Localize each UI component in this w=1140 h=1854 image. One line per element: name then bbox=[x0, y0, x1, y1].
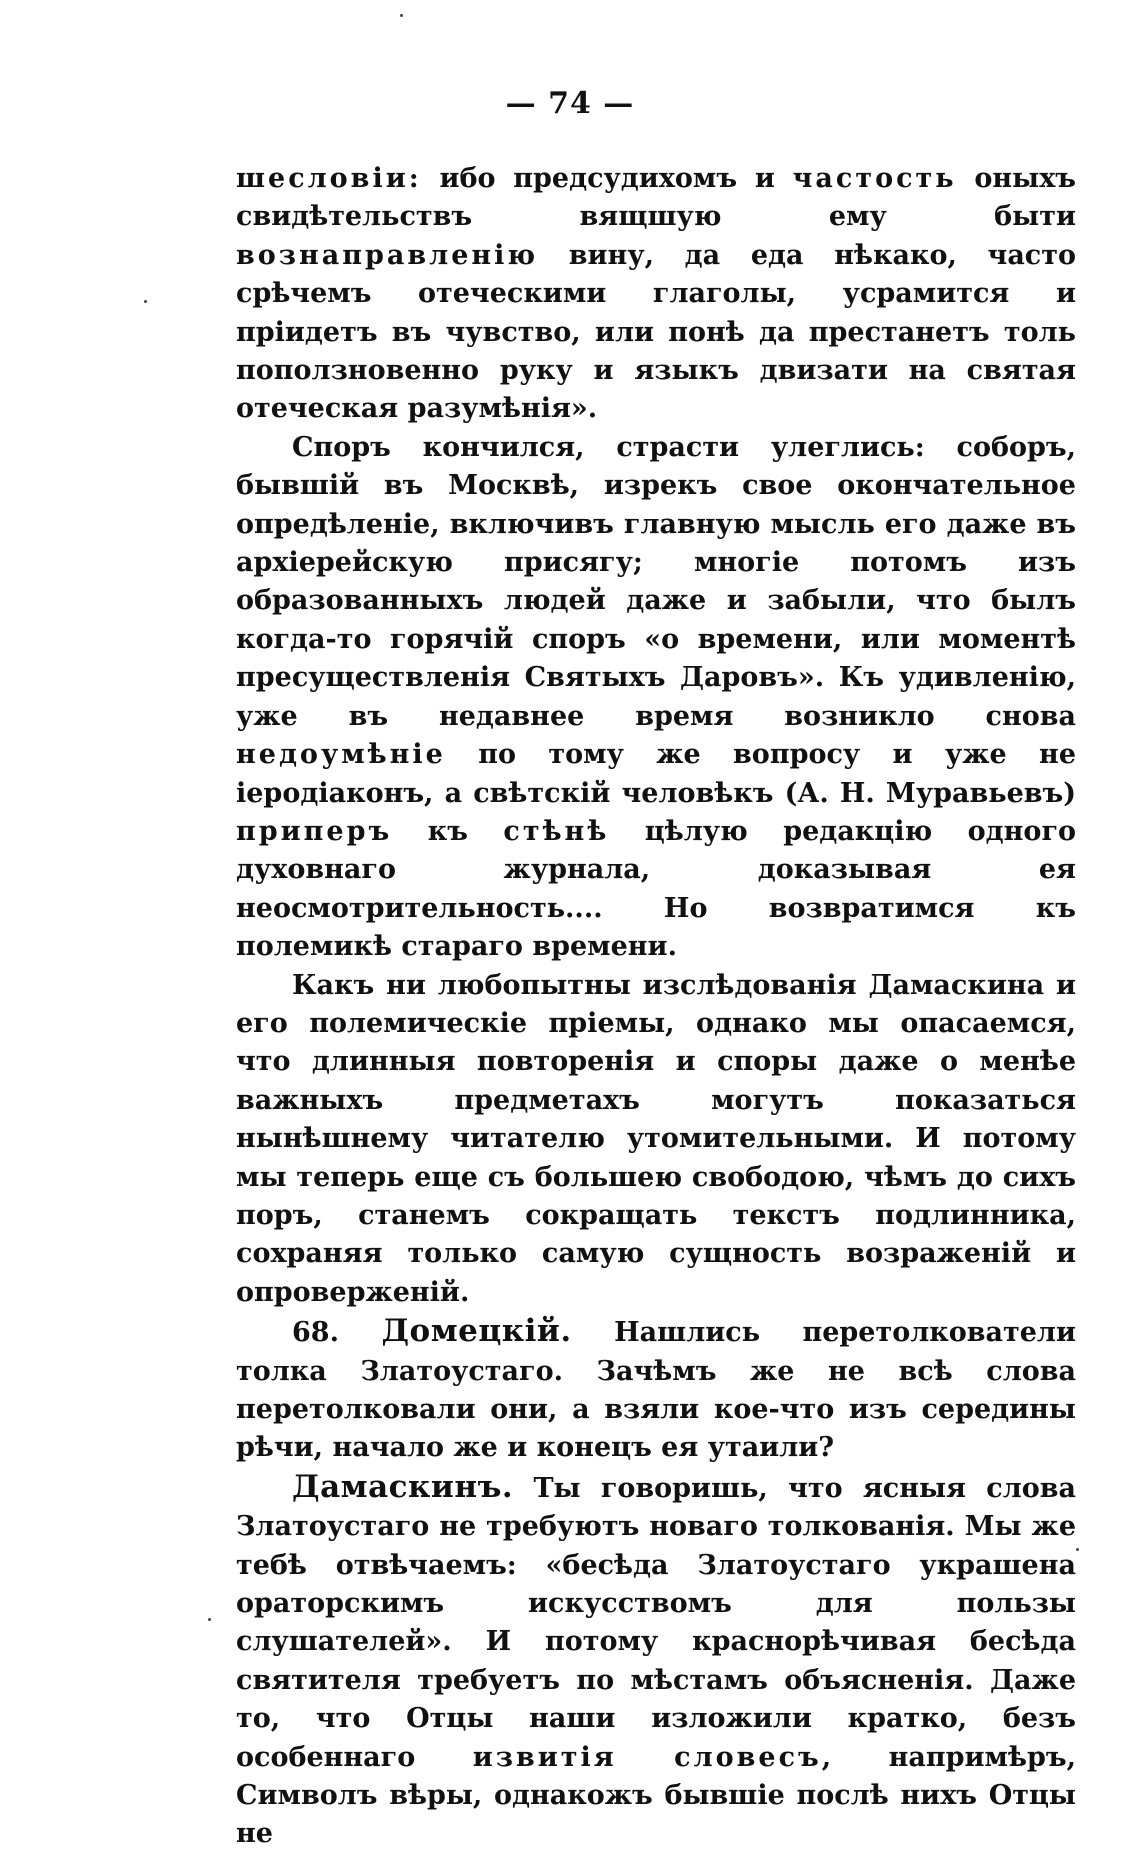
paragraph-text: Какъ ни любопытны изслѣдованія Дамаскина и его полемическіе пріемы, однако мы опасаемся, что длинныя повторенія и споры даже о менѣе важныхъ предметахъ могутъ показаться нынѣшнему читателю утомительными. И потому мы теперь еще съ большею свободою, чѣмъ до сихъ поръ, станемъ сокращать текстъ подлинника, сохраняя только самую сущность возраженій и опроверженій. bbox=[236, 969, 1076, 1308]
paragraph-4 bbox=[236, 1312, 1076, 1468]
scan-speck bbox=[400, 14, 403, 17]
paragraph-text: Ты говоришь, что ясныя слова Златоустаго не требуютъ новаго толкованія. Мы же тебѣ отвѣчаемъ: «бесѣда Златоустаго украшена ораторскимъ искусствомъ для пользы слушателей». И потому краснорѣчивая бесѣда святителя требуетъ по мѣстамъ объясненія. Даже то, что Отцы наши изложили кратко, безъ особеннаго bbox=[236, 1472, 1076, 1773]
paragraph-text: Споръ кончился, страсти улеглись: соборъ, бывшій въ Москвѣ, изрекъ свое окончательное опредѣленіе, включивъ главную мысль его даже въ архіерейскую присягу; многіе потомъ изъ образованныхъ людей даже и забыли, что былъ когда-то горячій споръ «о времени, или моментѣ пресуществленія Святыхъ Даровъ». Къ удивленію, уже въ недавнее время возникло снова bbox=[236, 431, 1076, 732]
section-number: 68. bbox=[292, 1317, 339, 1349]
spaced-word: недоумѣніе bbox=[236, 739, 446, 771]
paragraph-text: оныхъ свидѣтельствъ вящшую ему быти bbox=[236, 163, 1077, 233]
page-number: — 74 — bbox=[505, 86, 635, 121]
paragraph-2 bbox=[236, 429, 1076, 967]
speaker-damaskin: Дамаскинъ. bbox=[292, 1468, 514, 1505]
paragraph-text: вину, да еда нѣкако, часто срѣчемъ отеческими глаголы, усрамится и пріидетъ въ чувство, или понѣ да престанетъ толь поползновенно руку и языкъ двизати на святая отеческая разумѣнія». bbox=[236, 239, 1076, 425]
paragraph-text: , напримѣръ, Символъ вѣры, однакожъ бывшіе послѣ нихъ Отцы не bbox=[236, 1741, 1076, 1850]
scan-speck bbox=[1076, 1548, 1079, 1551]
spaced-word: стѣнѣ bbox=[503, 815, 610, 847]
paragraph-5 bbox=[236, 1468, 1076, 1854]
spaced-word: приперъ bbox=[236, 815, 393, 847]
scan-speck bbox=[208, 1618, 211, 1621]
paragraph-text: къ bbox=[392, 815, 504, 847]
paragraph-text: по тому же вопросу и уже не іеродіаконъ, а свѣтскій человѣкъ (А. Н. Муравьевъ) bbox=[236, 739, 1076, 809]
paragraph-text bbox=[617, 1742, 674, 1773]
spaced-word: частость bbox=[792, 163, 957, 194]
scan-speck bbox=[144, 300, 147, 303]
spaced-word: вознаправленію bbox=[236, 239, 539, 271]
page-body bbox=[236, 160, 1076, 1854]
spaced-word: шесловіи: bbox=[236, 163, 422, 194]
paragraph-text: цѣлую редакцію одного духовнаго журнала, доказывая ея неосмотрительность.... Но возвратимся къ полемикѣ стараго времени. bbox=[236, 815, 1076, 963]
paragraph-text: Нашлись перетолкователи толка Златоустаго. Зачѣмъ же не всѣ слова перетолковали они, а взяли кое-что изъ середины рѣчи, начало же и конецъ ея утаили? bbox=[236, 1317, 1076, 1464]
paragraph-1 bbox=[236, 160, 1076, 429]
spaced-word: извитія bbox=[472, 1741, 617, 1773]
paragraph-text: ибо предсудихомъ и bbox=[421, 163, 793, 194]
spaced-word: словесъ bbox=[674, 1741, 822, 1773]
paragraph-3 bbox=[236, 967, 1076, 1313]
speaker-domecky: Домецкій. bbox=[381, 1313, 572, 1350]
